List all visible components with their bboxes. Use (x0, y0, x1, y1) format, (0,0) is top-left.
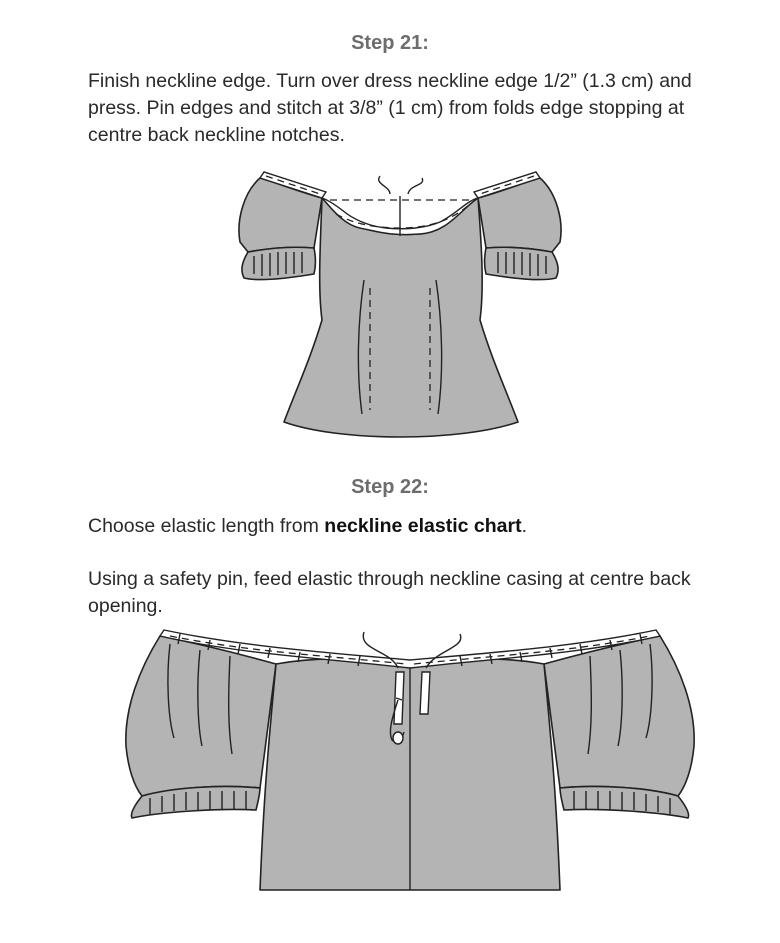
step-22-instructions-2: Using a safety pin, feed elastic through neckline casing at centre back opening. (88, 568, 691, 617)
neckline-elastic-chart-link: neckline elastic chart (324, 515, 522, 537)
step-22-illustration (120, 628, 700, 898)
step-21-title: Step 21: (351, 32, 429, 54)
step-21-illustration (230, 170, 570, 460)
step-22-instructions-1: Choose elastic length from neckline elastic chart. (88, 515, 527, 537)
step-21-instructions: Finish neckline edge. Turn over dress neckline edge 1/2” (1.3 cm) and press. Pin edges and stitch at 3/8” (1 cm) from folds edge stopping at centre back neckline notches. (88, 70, 692, 146)
step-22-title: Step 22: (351, 476, 429, 498)
